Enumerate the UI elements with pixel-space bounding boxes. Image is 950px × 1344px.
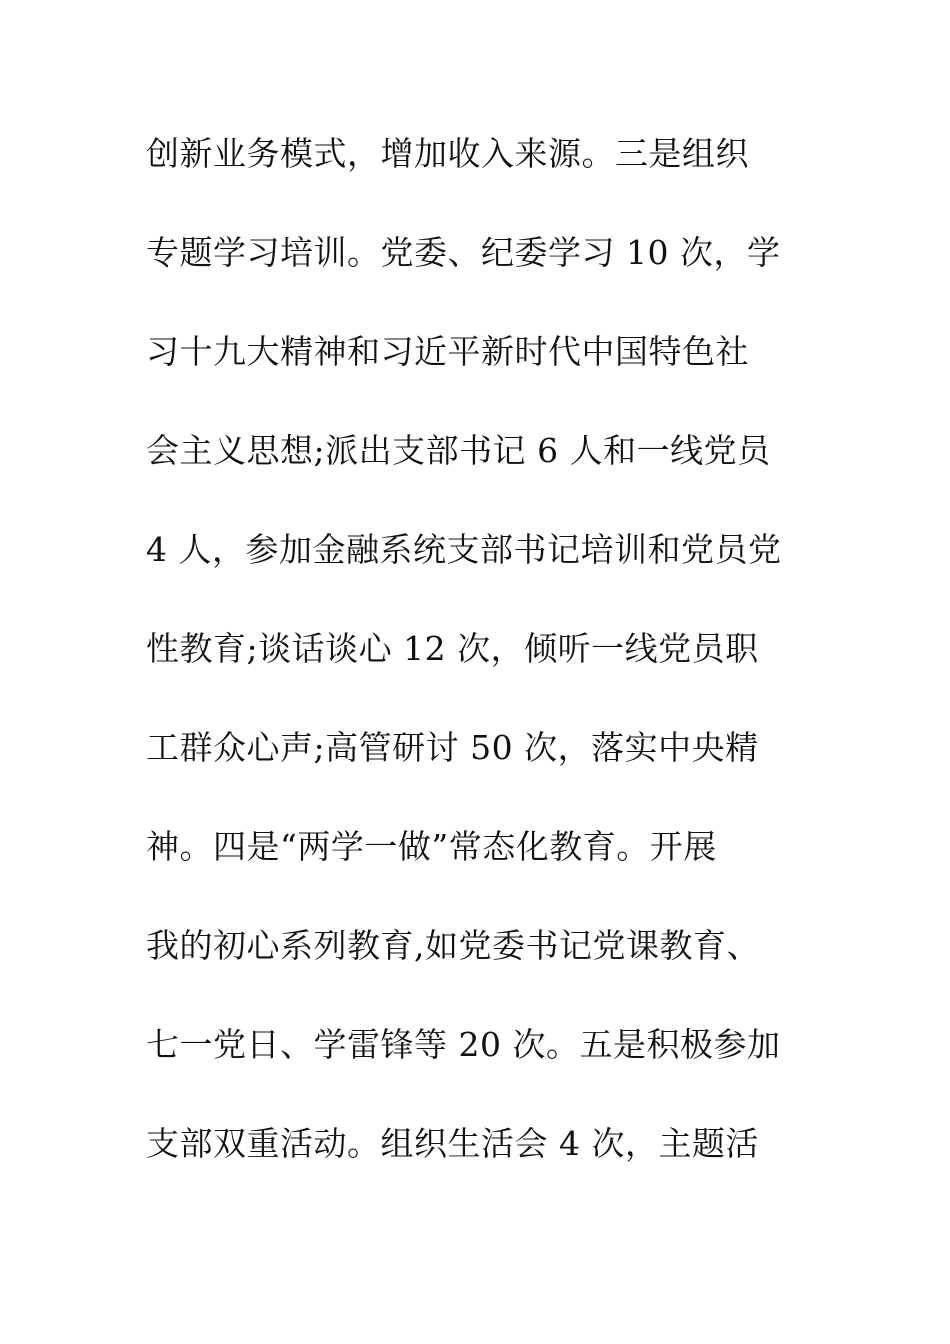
text-line: 4 人，参加金融系统支部书记培训和党员党 (146, 530, 782, 569)
text-line: 会主义思想;派出支部书记 6 人和一线党员 (146, 431, 771, 470)
text-line: 专题学习培训。党委、纪委学习 10 次，学 (146, 233, 781, 272)
text-line: 神。四是“两学一做”常态化教育。开展 (146, 827, 717, 866)
text-line: 七一党日、学雷锋等 20 次。五是积极参加 (146, 1025, 781, 1064)
text-line: 性教育;谈话谈心 12 次，倾听一线党员职 (146, 629, 759, 668)
text-line: 创新业务模式，增加收入来源。三是组织 (146, 134, 749, 173)
text-line: 工群众心声;高管研讨 50 次，落实中央精 (146, 728, 759, 767)
text-line: 习十九大精神和习近平新时代中国特色社 (146, 332, 749, 371)
text-line: 支部双重活动。组织生活会 4 次，主题活 (146, 1124, 759, 1163)
body-text (146, 124, 826, 1213)
text-line: 我的初心系列教育,如党委书记党课教育、 (146, 926, 760, 965)
